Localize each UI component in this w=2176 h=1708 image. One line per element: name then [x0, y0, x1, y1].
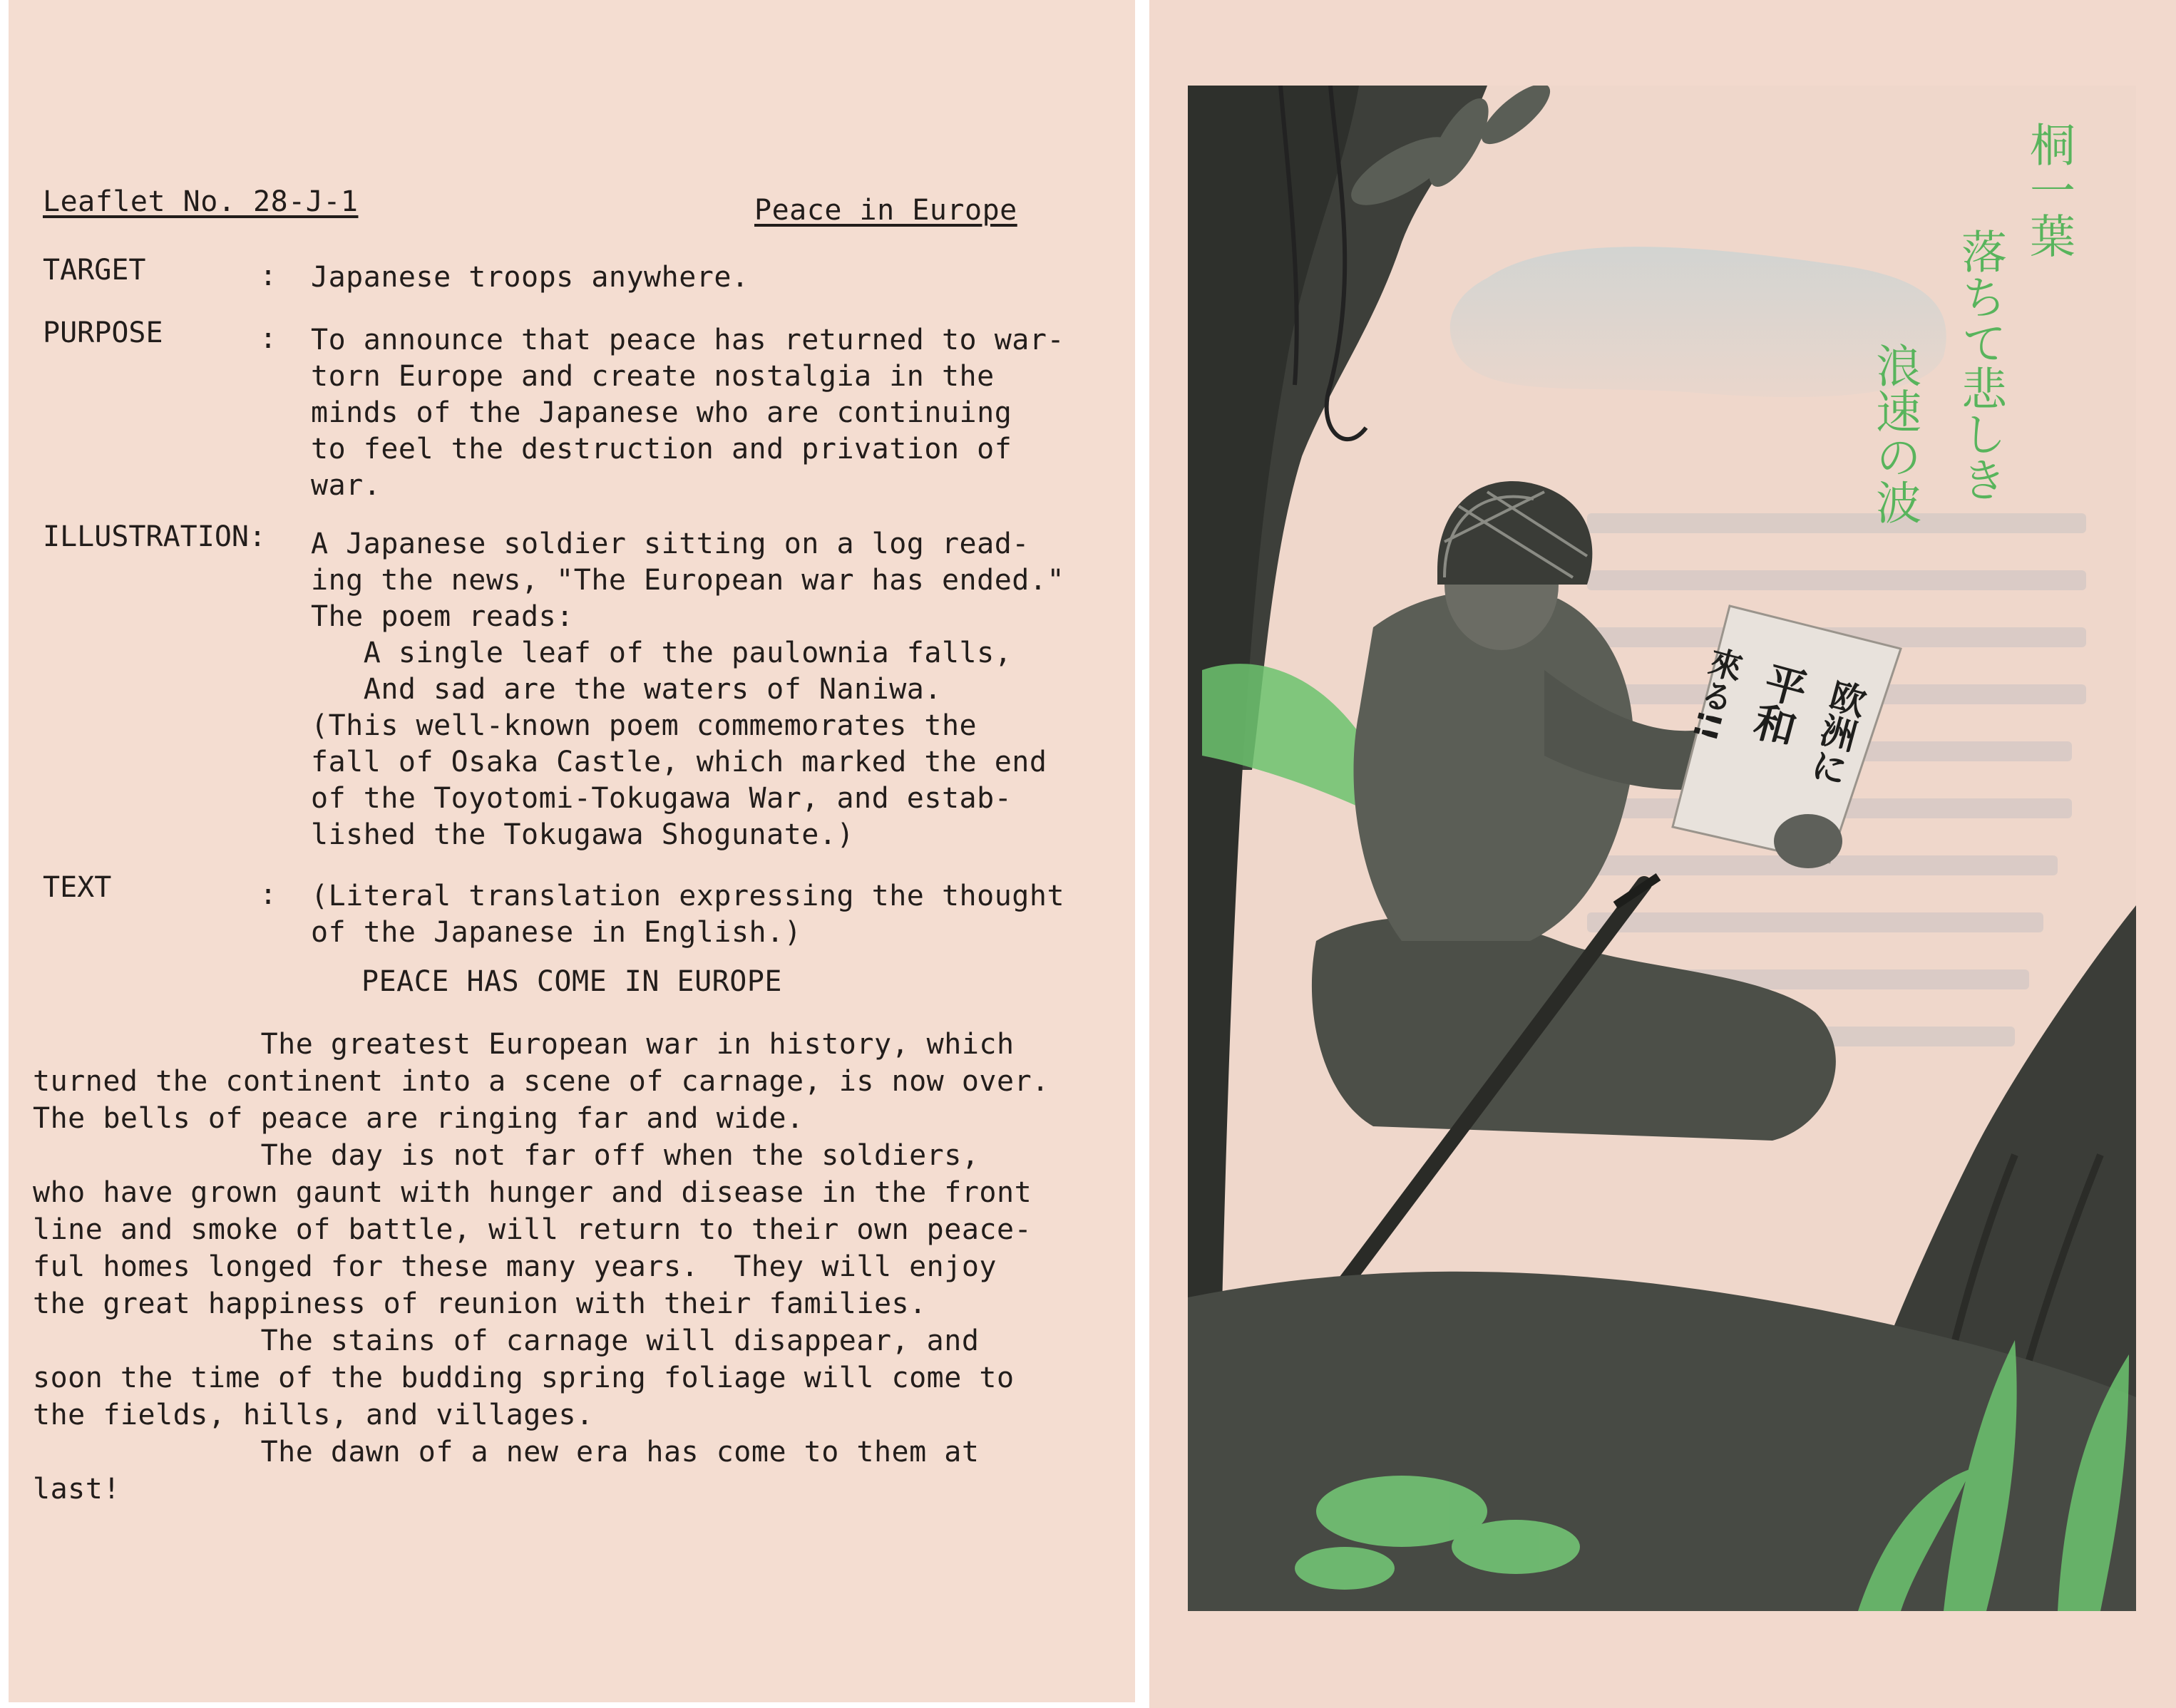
poem-column-3: 浪速の波 [1868, 342, 1921, 525]
section-line: to feel the destruction and privation of [311, 433, 1012, 465]
section-line: lished the Tokugawa Shogunate.) [311, 818, 855, 851]
section-colon: : [260, 322, 277, 355]
body-line: the fields, hills, and villages. [33, 1399, 594, 1431]
poem-column-1: 桐一葉 [2022, 121, 2075, 258]
leaflet-title: Peace in Europe [754, 194, 1017, 227]
body-line: last! [33, 1473, 120, 1506]
section-label-text: TEXT [43, 871, 112, 904]
body-line: The dawn of a new era has come to them at [33, 1436, 980, 1468]
section-colon: : [260, 878, 277, 911]
poem-column-2: 落ちて悲しき [1954, 228, 2006, 502]
typed-document-page [9, 0, 1135, 1702]
leaflet-number: Leaflet No. 28-J-1 [43, 185, 359, 218]
section-line: torn Europe and create nostalgia in the [311, 360, 995, 393]
body-line: turned the continent into a scene of carnage, is now over. [33, 1065, 1049, 1098]
headline-col: 來る!! [1685, 642, 1747, 745]
body-line: The stains of carnage will disappear, and [33, 1324, 980, 1357]
section-line: The poem reads: [311, 600, 574, 633]
body-line: who have grown gaunt with hunger and disease in the front [33, 1176, 1032, 1209]
body-line: line and smoke of battle, will return to their own peace- [33, 1213, 1032, 1246]
body-line: ful homes longed for these many years. They will enjoy [33, 1250, 997, 1283]
body-line: The day is not far off when the soldiers, [33, 1139, 980, 1172]
section-line: ing the news, "The European war has ended." [311, 564, 1065, 597]
headline-col: 平和 [1743, 657, 1812, 750]
section-line: of the Japanese in English.) [311, 916, 802, 949]
section-line: fall of Osaka Castle, which marked the end [311, 746, 1047, 778]
section-line: (This well-known poem commemorates the [311, 709, 977, 742]
section-line: war. [311, 469, 381, 502]
translation-heading: PEACE HAS COME IN EUROPE [361, 965, 782, 998]
section-label-illustration: ILLUSTRATION: [43, 520, 267, 553]
body-line: The bells of peace are ringing far and wide. [33, 1102, 804, 1135]
headline-col: 欧洲に [1802, 674, 1870, 789]
section-colon: : [260, 259, 277, 292]
section-line: To announce that peace has returned to war- [311, 324, 1065, 356]
poem-line: A single leaf of the paulownia falls, [311, 637, 1012, 669]
section-line: Japanese troops anywhere. [311, 261, 749, 294]
body-line: the great happiness of reunion with their families. [33, 1287, 927, 1320]
section-line: A Japanese soldier sitting on a log read- [311, 528, 1030, 560]
leaflet-front [1149, 0, 2176, 1708]
poem-line: And sad are the waters of Naniwa. [311, 673, 942, 706]
body-line: The greatest European war in history, which [33, 1028, 1015, 1061]
section-line: of the Toyotomi-Tokugawa War, and estab- [311, 782, 1012, 815]
section-line: (Literal translation expressing the thought [311, 880, 1065, 912]
section-line: minds of the Japanese who are continuing [311, 396, 1012, 429]
body-line: soon the time of the budding spring foliage will come to [33, 1362, 1015, 1394]
section-label-purpose: PURPOSE [43, 317, 163, 349]
section-label-target: TARGET [43, 254, 146, 287]
